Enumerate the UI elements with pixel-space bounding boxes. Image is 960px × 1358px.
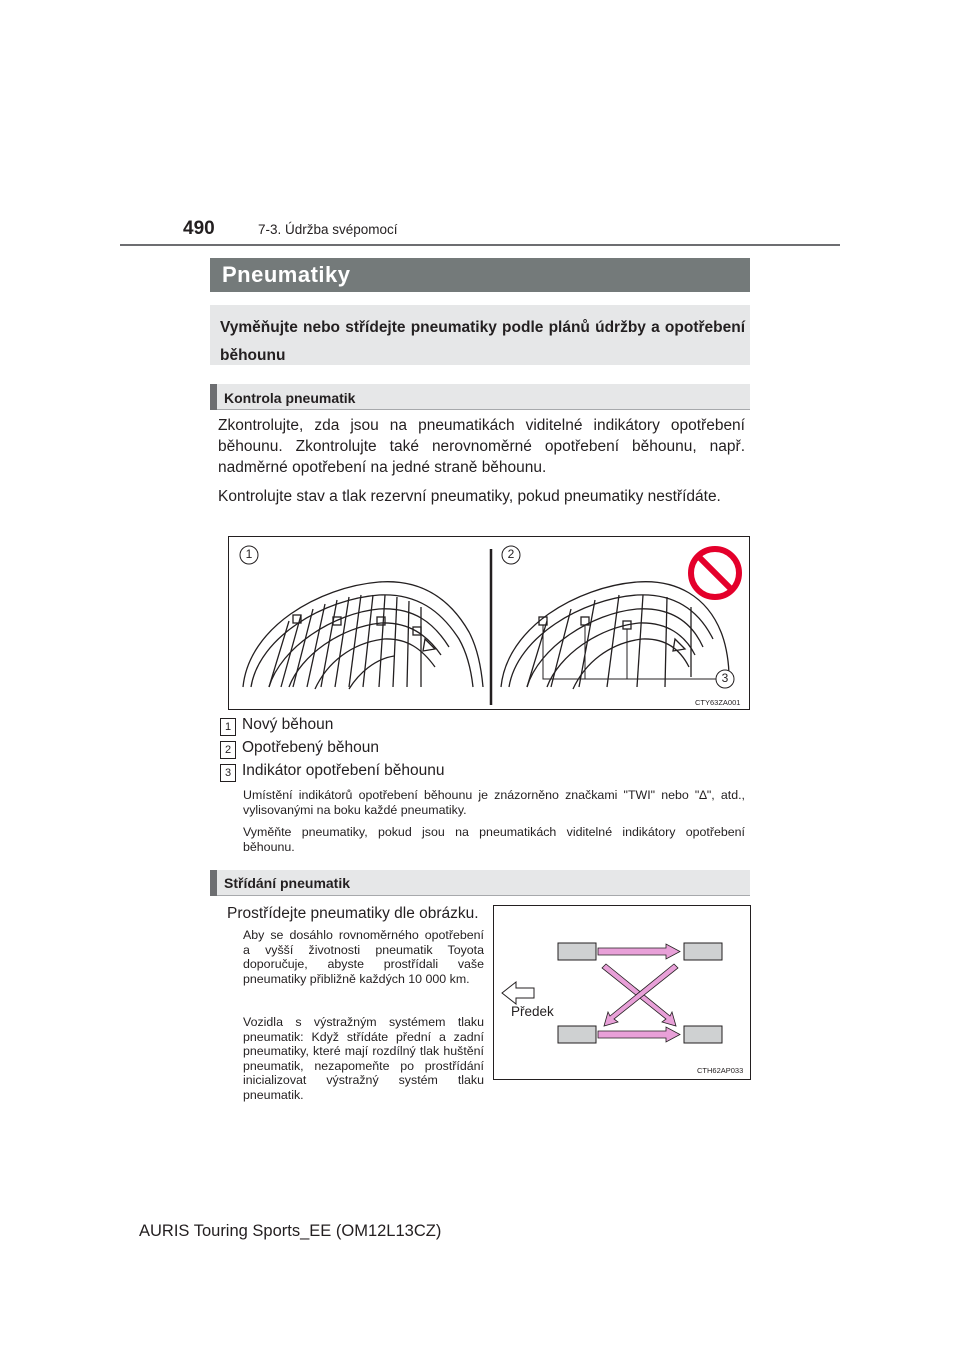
note-pressure-warning: Vozidla s výstražným systémem tlaku pneumatik: Když střídáte přední a zadní pneumatiky, které mají rozdílný tlak huštění pneumatik, nezapomeňte po prostřídání inicializovat výstražný systém tlaku pneumatik. xyxy=(243,1015,484,1102)
subhead-check-line xyxy=(217,409,750,410)
rotation-diagram xyxy=(494,906,750,1079)
check-para-1: Zkontrolujte, zda jsou na pneumatikách viditelné indikátory opotřebení běhounu. Zkontrolujte také nerovnoměrné opotřebení běhounu, např. nadměrné opotřebení na jedné straně běhounu. xyxy=(218,417,745,476)
footer-model: AURIS Touring Sports_EE (OM12L13CZ) xyxy=(139,1222,442,1240)
front-arrow-icon xyxy=(502,982,534,1004)
tread-figure xyxy=(228,536,750,710)
list-text: Opotřebený běhoun xyxy=(242,739,380,756)
front-label: Předek xyxy=(511,1004,554,1019)
tyre-front-right xyxy=(684,943,722,960)
rotation-figure xyxy=(493,905,751,1080)
section-label: 7-3. Údržba svépomocí xyxy=(258,222,398,237)
figure-code-2: CTH62AP033 xyxy=(697,1066,744,1075)
rotation-para: Prostřídejte pneumatiky dle obrázku. xyxy=(227,905,479,922)
list-number: 2 xyxy=(220,741,236,759)
subhead-rotation-line xyxy=(217,895,750,896)
header-rule xyxy=(120,244,840,246)
tyre-rear-left xyxy=(558,1026,596,1043)
intro-text: Vyměňujte nebo střídejte pneumatiky podle plánů údržby a opotřebení běhounu xyxy=(220,319,745,364)
arrow-front xyxy=(598,944,680,959)
tread-illustration xyxy=(229,537,749,709)
new-tread-tyre xyxy=(243,582,483,689)
list-text: Indikátor opotřebení běhounu xyxy=(242,762,445,779)
page-title: Pneumatiky xyxy=(222,262,351,287)
no-sign-icon xyxy=(691,549,739,597)
list-number: 3 xyxy=(220,764,236,782)
tyre-rear-right xyxy=(684,1026,722,1043)
note-tread-indicator: Umístění indikátorů opotřebení běhounu je znázorněno značkami "TWI" nebo "∆", atd., vylisovanými na boku každé pneumatiky. xyxy=(243,788,745,817)
subhead-check-accent xyxy=(210,384,217,410)
check-para-2: Kontrolujte stav a tlak rezervní pneumatiky, pokud pneumatiky nestřídáte. xyxy=(218,488,721,505)
tyre-front-left xyxy=(558,943,596,960)
callout-2: 2 xyxy=(501,545,521,565)
note-rotation-interval: Aby se dosáhlo rovnoměrného opotřebení a vyšší životnosti pneumatik Toyota doporučuje, abyste prostřídali vaše pneumatiky přibližně každých 10 000 km. xyxy=(243,928,484,986)
subhead-rotation: Střídání pneumatik xyxy=(224,875,351,891)
callout-1: 1 xyxy=(239,545,259,565)
callout-3: 3 xyxy=(715,669,735,689)
note-replace: Vyměňte pneumatiky, pokud jsou na pneumatikách viditelné indikátory opotřebení běhounu. xyxy=(243,825,745,854)
arrow-rear xyxy=(598,1027,680,1042)
page-number: 490 xyxy=(183,218,215,239)
list-number: 1 xyxy=(220,718,236,736)
list-text: Nový běhoun xyxy=(242,716,334,733)
worn-tread-tyre xyxy=(501,582,729,689)
subhead-check: Kontrola pneumatik xyxy=(224,390,356,406)
subhead-rotation-accent xyxy=(210,870,217,896)
figure-code-1: CTY63ZA001 xyxy=(695,698,741,707)
